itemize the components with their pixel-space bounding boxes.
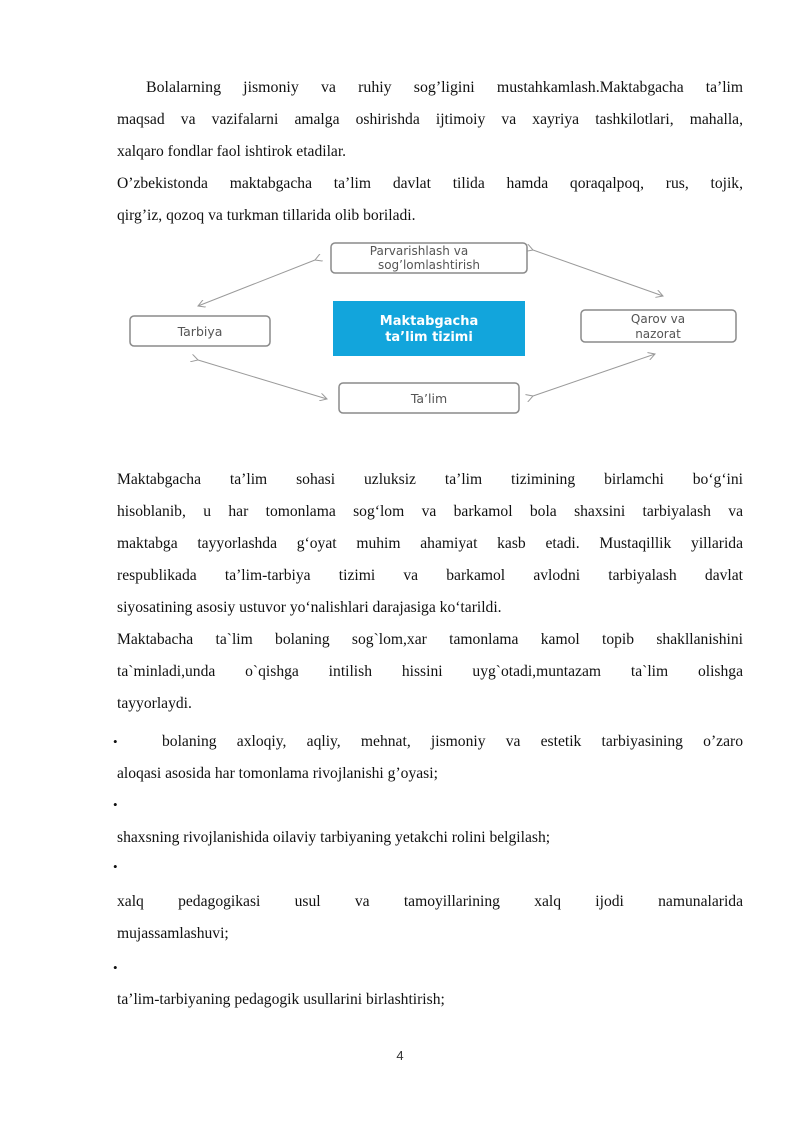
list-item-text: ta’lim-tarbiyaning pedagogik usullarini birlashtirish;: [117, 991, 445, 1008]
bullet-symbol: •: [113, 797, 118, 812]
bullet-symbol: •: [113, 734, 118, 749]
list-item-text: aloqasi asosida har tomonlama rivojlanishi g’oyasi;: [117, 765, 438, 782]
paragraph-intro: [117, 72, 743, 168]
paragraph-text: tayyorlaydi.: [117, 695, 192, 712]
diagram-box-supervision: [581, 310, 736, 342]
list-item-text: shaxsning rivojlanishida oilaviy tarbiyaning yetakchi rolini belgilash;: [117, 829, 551, 846]
list-item-text: mujassamlashuvi;: [117, 925, 229, 942]
bullet-symbol: •: [113, 859, 118, 874]
paragraph-text: Maktabgacha ta’lim sohasi uzluksiz ta’lim tizimining birlamchi bo‘g‘ini: [117, 471, 743, 488]
diagram-box-supervision-line1: Qarov va: [630, 312, 686, 326]
bullet-symbol: •: [113, 960, 118, 975]
paragraph-text: Maktabacha ta`lim bolaning sog`lom,xar tamonlama kamol topib shakllanishini: [117, 631, 743, 648]
arrow-bottom-to-right: [533, 354, 655, 396]
paragraph-text: xalqaro fondlar faol ishtirok etadilar.: [117, 143, 347, 160]
page-number: 4: [396, 1048, 404, 1063]
list-item-text: xalq pedagogikasi usul va tamoyillarining xalq ijodi namunalarida: [117, 893, 743, 910]
diagram-box-supervision-line2: nazorat: [635, 327, 681, 341]
list-item-1-line1: [162, 726, 743, 758]
diagram-box-care: [331, 243, 527, 273]
diagram-center-line1: Maktabgacha: [379, 314, 479, 329]
paragraph-text: ta`minladi,unda o`qishga intilish hissini uyg`otadi,muntazam ta`lim olishga: [117, 663, 743, 680]
list-item-4: [117, 984, 743, 1016]
paragraph-text: maktabga tayyorlashda g‘oyat muhim ahamiyat kasb etadi. Mustaqillik yillarida: [117, 535, 743, 552]
diagram-box-care-line1: Parvarishlash va: [369, 244, 469, 258]
paragraph-languages: [117, 168, 743, 232]
paragraph-text: respublikada ta’lim-tarbiya tizimi va barkamol avlodni tarbiyalash davlat: [117, 567, 743, 584]
paragraph-preschool-role: [117, 624, 743, 720]
paragraph-text: qirg’iz, qozoq va turkman tillarida olib boriladi.: [117, 207, 416, 224]
diagram-box-education: [339, 383, 519, 413]
paragraph-text: maqsad va vazifalarni amalga oshirishda ijtimoiy va xayriya tashkilotlari, mahalla,: [117, 111, 743, 128]
paragraph-text: O’zbekistonda maktabgacha ta’lim davlat tilida hamda qoraqalpoq, rus, tojik,: [117, 175, 743, 192]
paragraph-text: siyosatining asosiy ustuvor yo‘nalishlari darajasiga ko‘tarildi.: [117, 599, 502, 616]
diagram-center-box: [333, 301, 525, 356]
list-item-text: bolaning axloqiy, aqliy, mehnat, jismoniy va estetik tarbiyasining o’zaro: [162, 733, 743, 750]
list-item-3: [117, 886, 743, 950]
arrow-top-to-left: [198, 260, 315, 306]
education-system-diagram: [120, 236, 750, 421]
arrow-left-to-bottom: [198, 360, 327, 399]
diagram-box-education-label: Ta’lim: [410, 391, 448, 406]
arrow-top-to-right: [533, 250, 663, 296]
diagram-box-upbringing-label: Tarbiya: [177, 324, 223, 339]
diagram-center-line2: ta’lim tizimi: [385, 330, 473, 345]
diagram-box-upbringing: [130, 316, 270, 346]
paragraph-text: Maktabgacha ta’lim: [599, 79, 743, 96]
paragraph-text: hisoblanib, u har tomonlama sog‘lom va barkamol bola shaxsini tarbiyalash va: [117, 503, 743, 520]
diagram-box-care-line2: sog’lomlashtirish: [377, 258, 481, 272]
list-item-2: [117, 822, 743, 854]
paragraph-heading: Bolalarning jismoniy va ruhiy sog’ligini mustahkamlash.: [146, 79, 600, 96]
list-item-1-line2: [117, 758, 743, 790]
paragraph-continuous-education: [117, 464, 743, 624]
